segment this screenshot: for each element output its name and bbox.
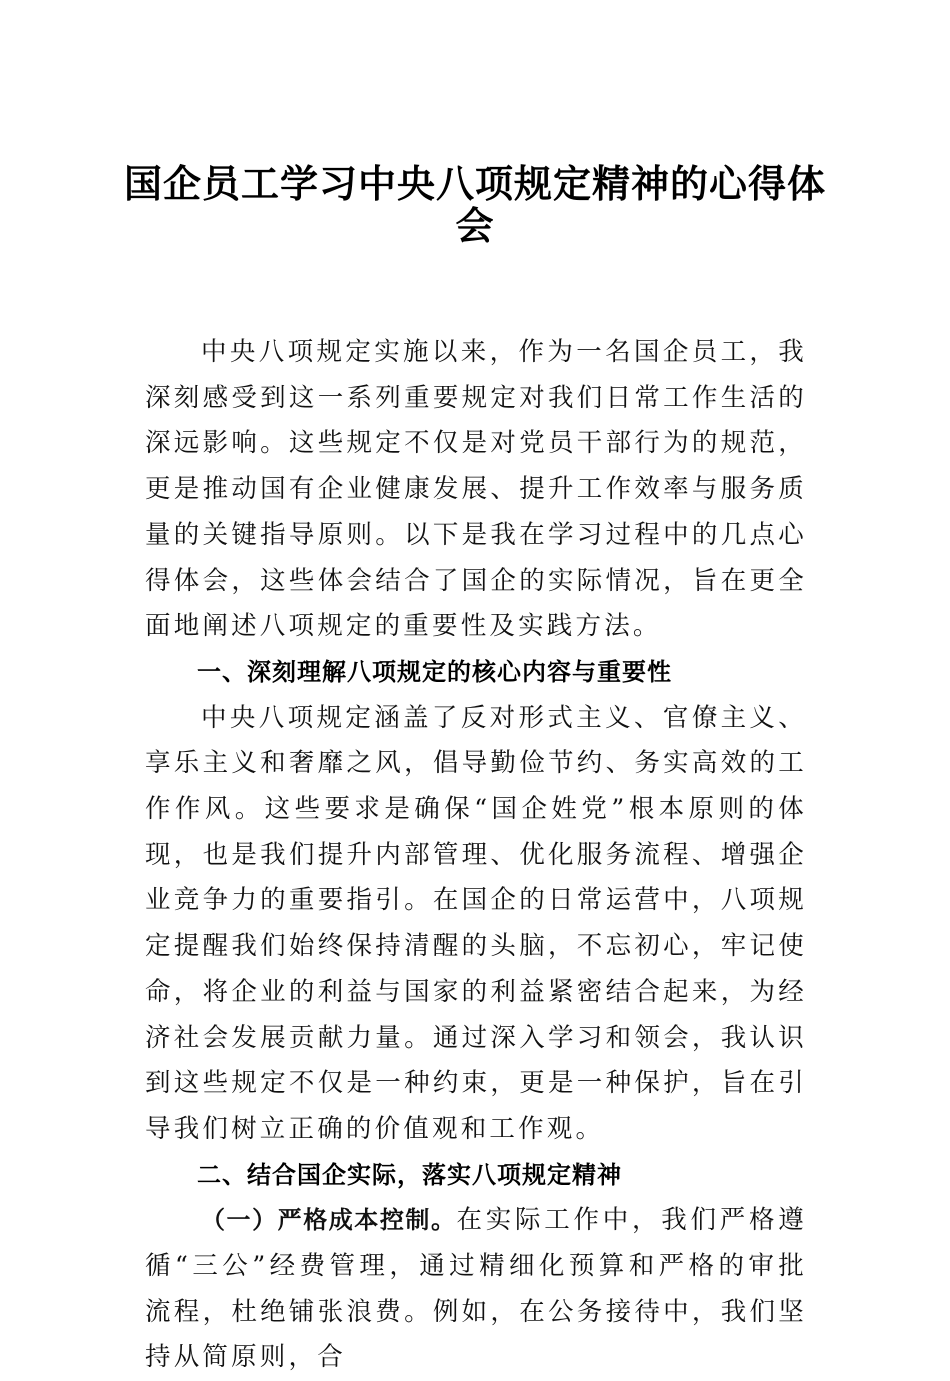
document-title-line-1: 国企员工学习中央八项规定精神的心得体 (123, 161, 826, 206)
document-body (145, 330, 807, 1381)
document-title-line-2: 会 (455, 203, 495, 248)
section-2-item-1 (145, 1198, 807, 1381)
intro-paragraph: 中央八项规定实施以来，作为一名国企员工，我深刻感受到这一系列重要规定对我们日常工作生活的深远影响。这些规定不仅是对党员干部行为的规范，更是推动国有企业健康发展、提升工作效率与服务质量的关键指导原则。以下是我在学习过程中的几点心得体会，这些体会结合了国企的实际情况，旨在更全面地阐述八项规定的重要性及实践方法。 (145, 337, 807, 642)
section-1-paragraph: 中央八项规定涵盖了反对形式主义、官僚主义、享乐主义和奢靡之风，倡导勤俭节约、务实高效的工作作风。这些要求是确保“国企姓党”根本原则的体现，也是我们提升内部管理、优化服务流程、增强企业竞争力的重要指引。在国企的日常运营中，八项规定提醒我们始终保持清醒的头脑，不忘初心，牢记使命，将企业的利益与国家的利益紧密结合起来，为经济社会发展贡献力量。通过深入学习和领会，我认识到这些规定不仅是一种约束，更是一种保护，旨在引导我们树立正确的价值观和工作观。 (145, 702, 807, 1144)
section-2-item-1-text: 在实际工作中，我们严格遵循“三公”经费管理，通过精细化预算和严格的审批流程，杜绝铺张浪费。例如，在公务接待中，我们坚持从简原则，合 (145, 1205, 808, 1373)
section-2-heading: 二、结合国企实际，落实八项规定精神 (197, 1160, 622, 1189)
section-2-item-1-lead: （一）严格成本控制。 (201, 1206, 457, 1235)
section-1-heading: 一、深刻理解八项规定的核心内容与重要性 (197, 657, 672, 686)
